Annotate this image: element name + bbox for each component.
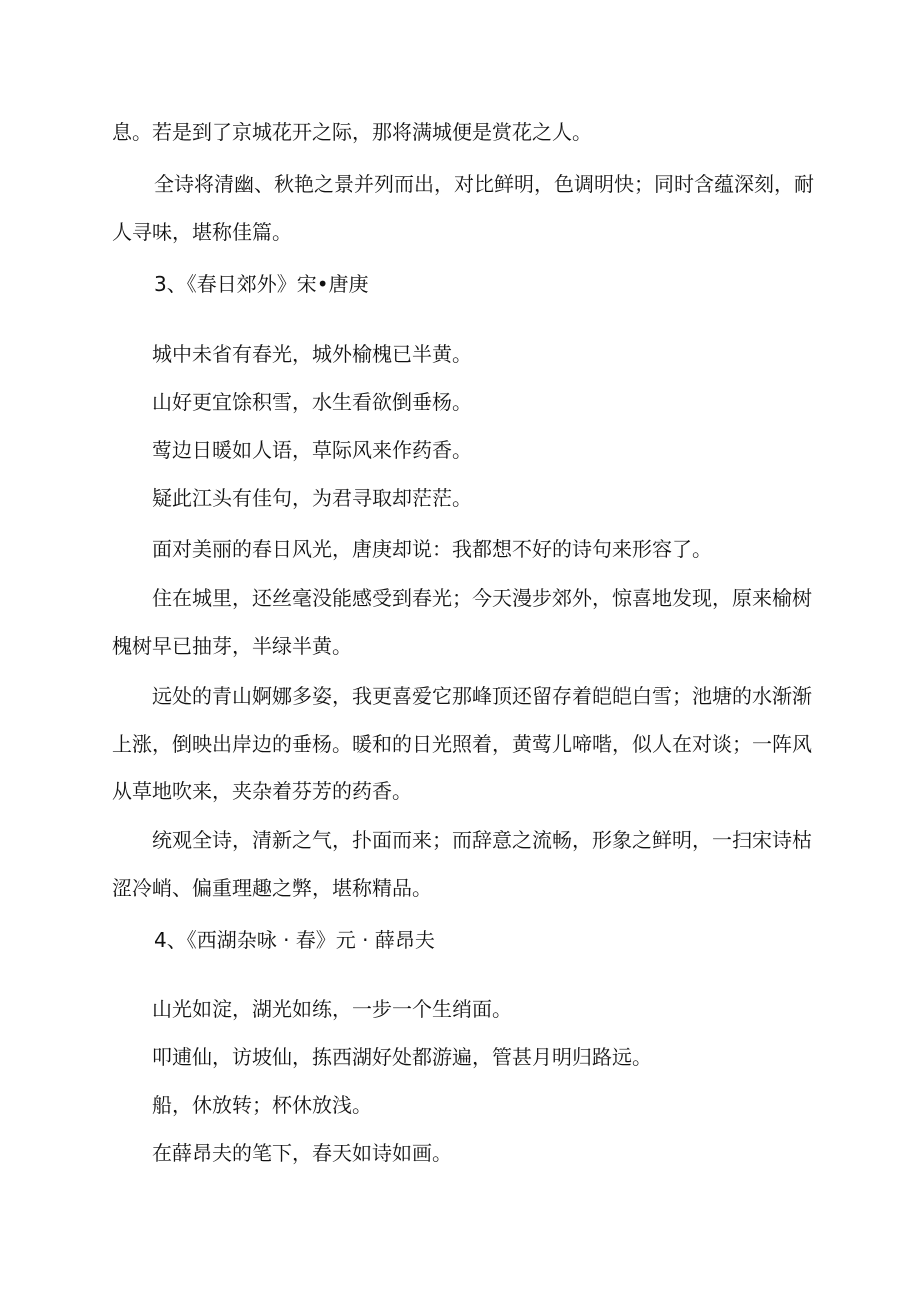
section-heading: 4、《西湖杂咏 · 春》元 · 薛昂夫	[154, 928, 435, 952]
poem-line: 城中未省有春光，城外榆槐已半黄。	[152, 342, 472, 366]
paragraph-line: 从草地吹来，夹杂着芬芳的药香。	[112, 779, 412, 803]
paragraph-line: 面对美丽的春日风光，唐庚却说：我都想不好的诗句来形容了。	[152, 537, 712, 561]
section-heading: 3、《春日郊外》宋•唐庚	[154, 272, 369, 296]
paragraph-line: 槐树早已抽芽，半绿半黄。	[112, 634, 352, 658]
paragraph-line: 息。若是到了京城花开之际，那将满城便是赏花之人。	[112, 120, 592, 144]
poem-line: 船，休放转；杯休放浅。	[152, 1093, 372, 1117]
paragraph-line: 住在城里，还丝毫没能感受到春光；今天漫步郊外，惊喜地发现，原来榆树	[152, 586, 812, 610]
paragraph-line: 全诗将清幽、秋艳之景并列而出，对比鲜明，色调明快；同时含蕴深刻，耐	[154, 172, 814, 196]
poem-line: 山好更宜馀积雪，水生看欲倒垂杨。	[152, 390, 472, 414]
paragraph-line: 上涨，倒映出岸边的垂杨。暖和的日光照着，黄莺儿啼喈，似人在对谈；一阵风	[112, 732, 812, 756]
paragraph-line: 统观全诗，清新之气，扑面而来；而辞意之流畅，形象之鲜明，一扫宋诗枯	[152, 828, 812, 852]
poem-line: 莺边日暖如人语，草际风来作药香。	[152, 438, 472, 462]
poem-line: 叩逋仙，访坡仙，拣西湖好处都游遍，管甚月明归路远。	[152, 1045, 652, 1069]
paragraph-line: 远处的青山婀娜多姿，我更喜爱它那峰顶还留存着皑皑白雪；池塘的水渐渐	[152, 684, 812, 708]
paragraph-line: 在薛昂夫的笔下，春天如诗如画。	[152, 1141, 452, 1165]
poem-line: 山光如淀，湖光如练，一步一个生绡面。	[152, 997, 512, 1021]
paragraph-line: 涩冷峭、偏重理趣之弊，堪称精品。	[112, 876, 432, 900]
poem-line: 疑此江头有佳句，为君寻取却茫茫。	[152, 486, 472, 510]
paragraph-line: 人寻味，堪称佳篇。	[112, 220, 292, 244]
